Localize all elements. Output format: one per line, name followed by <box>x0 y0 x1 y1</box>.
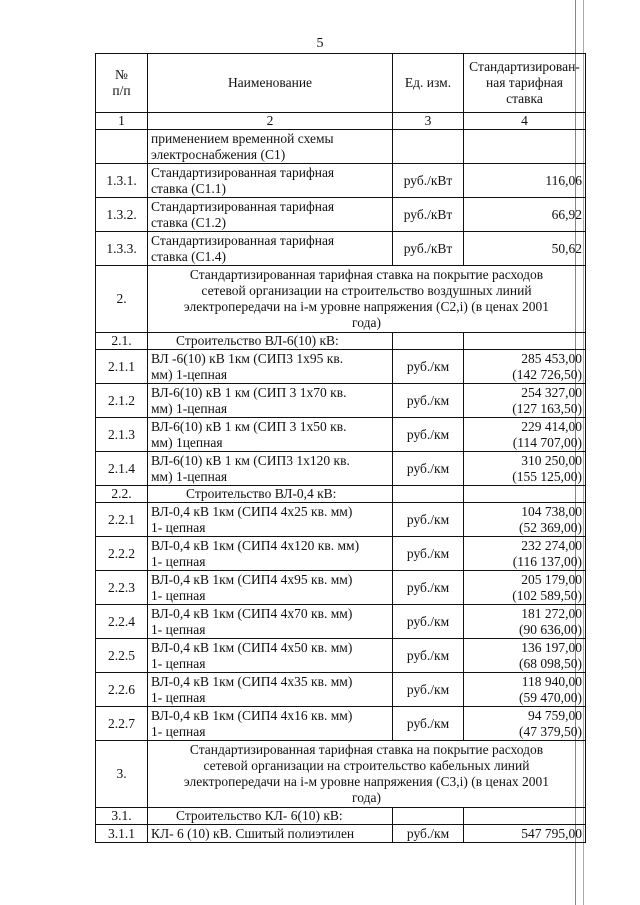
table-row <box>96 130 586 164</box>
row-value: 547 795,00 <box>464 825 586 843</box>
header-row <box>96 54 586 113</box>
row-value: 66,92 <box>464 198 586 232</box>
row-value <box>464 333 586 350</box>
row-value: 118 940,00 (59 470,00) <box>464 673 586 707</box>
header-unit: Ед. изм. <box>393 54 464 113</box>
row-value: 50,62 <box>464 232 586 266</box>
index-cell: 3 <box>393 113 464 130</box>
row-value: 181 272,00 (90 636,00) <box>464 605 586 639</box>
row-value <box>464 486 586 503</box>
row-number: 3.1. <box>96 808 148 825</box>
table-row <box>96 605 586 639</box>
row-number: 1.3.2. <box>96 198 148 232</box>
row-number: 2.2. <box>96 486 148 503</box>
row-number: 2.1. <box>96 333 148 350</box>
row-value: 136 197,00 (68 098,50) <box>464 639 586 673</box>
table-row <box>96 232 586 266</box>
row-name: КЛ- 6 (10) кВ. Сшитый полиэтилен <box>148 825 393 843</box>
row-value: 310 250,00 (155 125,00) <box>464 452 586 486</box>
row-number: 2. <box>96 266 148 333</box>
row-name: Стандартизированная тарифная ставка (С1.4) <box>148 232 393 266</box>
row-number: 1.3.3. <box>96 232 148 266</box>
row-value: 104 738,00 (52 369,00) <box>464 503 586 537</box>
row-number: 1.3.1. <box>96 164 148 198</box>
table-row <box>96 350 586 384</box>
row-unit: руб./км <box>393 452 464 486</box>
row-unit: руб./км <box>393 350 464 384</box>
table-row <box>96 707 586 741</box>
index-cell: 2 <box>148 113 393 130</box>
row-name: ВЛ-6(10) кВ 1 км (СИП 3 1х70 кв. мм) 1-цепная <box>148 384 393 418</box>
header-name: Наименование <box>148 54 393 113</box>
row-number: 2.2.2 <box>96 537 148 571</box>
row-value: 285 453,00 (142 726,50) <box>464 350 586 384</box>
row-value: 94 759,00 (47 379,50) <box>464 707 586 741</box>
row-name: ВЛ-0,4 кВ 1км (СИП4 4х120 кв. мм) 1- цепная <box>148 537 393 571</box>
table-row <box>96 825 586 843</box>
row-unit <box>393 486 464 503</box>
row-name: ВЛ-0,4 кВ 1км (СИП4 4х35 кв. мм) 1- цепная <box>148 673 393 707</box>
table-row <box>96 452 586 486</box>
table-row <box>96 808 586 825</box>
row-value: 232 274,00 (116 137,00) <box>464 537 586 571</box>
table-row <box>96 673 586 707</box>
row-unit: руб./км <box>393 571 464 605</box>
row-number: 3. <box>96 741 148 808</box>
index-cell: 1 <box>96 113 148 130</box>
row-unit: руб./кВт <box>393 198 464 232</box>
row-number: 2.2.3 <box>96 571 148 605</box>
row-name: Строительство ВЛ-0,4 кВ: <box>148 486 393 503</box>
index-row <box>96 113 586 130</box>
row-unit: руб./км <box>393 384 464 418</box>
table-row <box>96 741 586 808</box>
row-unit: руб./км <box>393 503 464 537</box>
table-row <box>96 418 586 452</box>
table-row <box>96 333 586 350</box>
row-name: Строительство ВЛ-6(10) кВ: <box>148 333 393 350</box>
row-number: 2.2.6 <box>96 673 148 707</box>
row-name: ВЛ-0,4 кВ 1км (СИП4 4х70 кв. мм) 1- цепная <box>148 605 393 639</box>
row-value <box>464 130 586 164</box>
row-name: Стандартизированная тарифная ставка (С1.2) <box>148 198 393 232</box>
row-number: 2.2.5 <box>96 639 148 673</box>
index-cell: 4 <box>464 113 586 130</box>
row-unit <box>393 333 464 350</box>
row-name: ВЛ-6(10) кВ 1 км (СИП3 1х120 кв. мм) 1-цепная <box>148 452 393 486</box>
row-unit <box>393 808 464 825</box>
row-number: 3.1.1 <box>96 825 148 843</box>
table-row <box>96 571 586 605</box>
table-row <box>96 198 586 232</box>
table-row <box>96 503 586 537</box>
row-number: 2.2.7 <box>96 707 148 741</box>
row-unit <box>393 130 464 164</box>
row-number: 2.1.3 <box>96 418 148 452</box>
row-name: применением временной схемы электроснабжения (С1) <box>148 130 393 164</box>
row-number: 2.2.1 <box>96 503 148 537</box>
row-number <box>96 130 148 164</box>
row-value: 254 327,00 (127 163,50) <box>464 384 586 418</box>
row-name: ВЛ -6(10) кВ 1км (СИП3 1х95 кв. мм) 1-цепная <box>148 350 393 384</box>
row-name: Строительство КЛ- 6(10) кВ: <box>148 808 393 825</box>
row-unit: руб./км <box>393 605 464 639</box>
row-name: Стандартизированная тарифная ставка на покрытие расходов сетевой организации на строительство воздушных линий электропередачи на i-м уровне напряжения (С2,i) (в ценах 2001 года) <box>148 266 586 333</box>
row-unit: руб./км <box>393 673 464 707</box>
row-unit: руб./км <box>393 825 464 843</box>
table-row <box>96 164 586 198</box>
table-row <box>96 639 586 673</box>
table-row <box>96 537 586 571</box>
row-unit: руб./км <box>393 707 464 741</box>
row-number: 2.1.1 <box>96 350 148 384</box>
row-unit: руб./км <box>393 639 464 673</box>
row-value: 116,06 <box>464 164 586 198</box>
row-name: Стандартизированная тарифная ставка (С1.1) <box>148 164 393 198</box>
row-unit: руб./км <box>393 537 464 571</box>
row-name: ВЛ-0,4 кВ 1км (СИП4 4х50 кв. мм) 1- цепная <box>148 639 393 673</box>
row-unit: руб./км <box>393 418 464 452</box>
header-rate: Стандартизирован- ная тарифная ставка <box>464 54 586 113</box>
tariff-table <box>95 53 586 843</box>
table-row <box>96 384 586 418</box>
row-unit: руб./кВт <box>393 232 464 266</box>
row-name: ВЛ-6(10) кВ 1 км (СИП 3 1х50 кв. мм) 1цепная <box>148 418 393 452</box>
table-row <box>96 266 586 333</box>
row-value: 205 179,00 (102 589,50) <box>464 571 586 605</box>
header-num: № п/п <box>96 54 148 113</box>
table-row <box>96 486 586 503</box>
row-number: 2.1.2 <box>96 384 148 418</box>
row-unit: руб./кВт <box>393 164 464 198</box>
row-name: Стандартизированная тарифная ставка на покрытие расходов сетевой организации на строительство кабельных линий электропередачи на i-м уровне напряжения (С3,i) (в ценах 2001 года) <box>148 741 586 808</box>
row-name: ВЛ-0,4 кВ 1км (СИП4 4х95 кв. мм) 1- цепная <box>148 571 393 605</box>
row-value <box>464 808 586 825</box>
row-number: 2.2.4 <box>96 605 148 639</box>
row-value: 229 414,00 (114 707,00) <box>464 418 586 452</box>
row-number: 2.1.4 <box>96 452 148 486</box>
page-number: 5 <box>316 36 324 51</box>
row-name: ВЛ-0,4 кВ 1км (СИП4 4х16 кв. мм) 1- цепная <box>148 707 393 741</box>
row-name: ВЛ-0,4 кВ 1км (СИП4 4х25 кв. мм) 1- цепная <box>148 503 393 537</box>
